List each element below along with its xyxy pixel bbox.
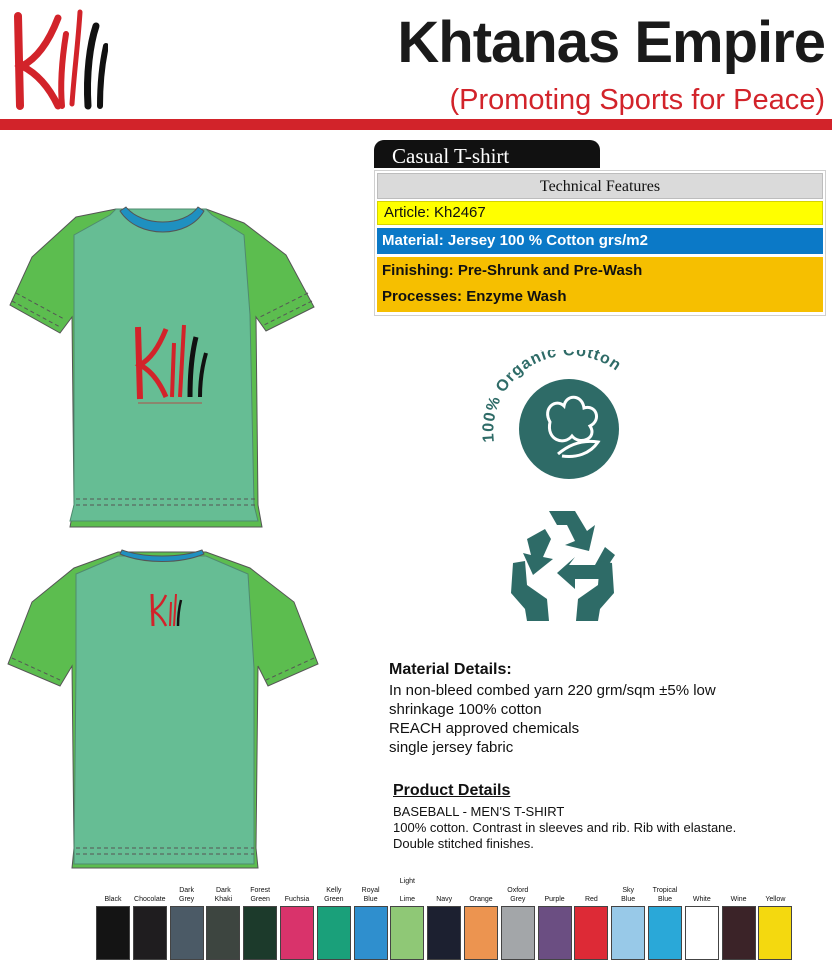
color-palette — [95, 872, 795, 960]
color-swatch-label: Wine — [730, 896, 747, 903]
color-swatch-chip[interactable] — [206, 906, 240, 960]
brand-title: Khtanas Empire — [397, 10, 825, 75]
technical-features-table — [374, 170, 826, 316]
color-swatch-label: Orange — [469, 896, 493, 903]
material-line: In non-bleed combed yarn 220 grm/sqm ±5% low — [389, 682, 716, 699]
color-swatch-chip[interactable] — [280, 906, 314, 960]
color-swatch-label: Yellow — [765, 896, 786, 903]
color-swatch-chip[interactable] — [758, 906, 792, 960]
color-swatch-label: Fuchsia — [284, 896, 310, 903]
product-line: Double stitched finishes. — [393, 836, 534, 851]
brand-logo — [8, 4, 108, 114]
color-swatch-label: Royal Blue — [361, 887, 380, 903]
color-swatch-label: Kelly Green — [324, 887, 344, 903]
color-swatch-label: Forest Green — [250, 887, 271, 903]
color-swatch-label: Chocolate — [134, 896, 166, 903]
color-swatch-label: White — [692, 896, 711, 903]
material-row: Material: Jersey 100 % Cotton grs/m2 — [377, 228, 823, 254]
color-swatch-label: Black — [104, 896, 122, 903]
color-swatch-label: Tropical Blue — [652, 887, 678, 903]
recycle-hands-icon — [505, 505, 620, 625]
product-details-list — [393, 804, 736, 852]
color-swatch[interactable] — [426, 872, 462, 960]
brand-tagline: (Promoting Sports for Peace) — [449, 84, 825, 116]
cotton-boll-icon — [519, 379, 619, 479]
material-line: REACH approved chemicals — [389, 720, 580, 737]
color-swatch-chip[interactable] — [611, 906, 645, 960]
material-details-list — [389, 681, 716, 757]
color-swatch[interactable] — [242, 872, 278, 960]
color-swatch[interactable] — [684, 872, 720, 960]
color-swatch-chip[interactable] — [390, 906, 424, 960]
material-line: single jersey fabric — [389, 739, 514, 756]
color-swatch[interactable] — [95, 872, 131, 960]
color-swatch-label: Dark Khaki — [214, 887, 233, 903]
color-swatch[interactable] — [721, 872, 757, 960]
organic-cotton-badge — [480, 350, 660, 485]
color-swatch[interactable] — [500, 872, 536, 960]
header-divider — [0, 119, 832, 130]
article-row: Article: Kh2467 — [377, 201, 823, 225]
color-swatch-chip[interactable] — [427, 906, 461, 960]
color-swatch-label: Purple — [544, 896, 565, 903]
color-swatch-chip[interactable] — [501, 906, 535, 960]
features-heading: Technical Features — [377, 173, 823, 199]
color-swatch[interactable] — [537, 872, 573, 960]
processes-text: Processes: Enzyme Wash — [382, 288, 567, 305]
color-swatch-chip[interactable] — [648, 906, 682, 960]
finishing-text: Finishing: Pre-Shrunk and Pre-Wash — [382, 262, 643, 279]
color-swatch-chip[interactable] — [243, 906, 277, 960]
color-swatch-label: Oxford Grey — [507, 887, 529, 903]
tshirt-back-illustration — [4, 548, 322, 870]
color-swatch-label: Dark Grey — [179, 887, 195, 903]
product-line: BASEBALL - MEN'S T-SHIRT — [393, 804, 565, 819]
color-swatch-chip[interactable] — [574, 906, 608, 960]
color-swatch-label: Navy — [436, 896, 453, 903]
material-line: shrinkage 100% cotton — [389, 701, 542, 718]
color-swatch-chip[interactable] — [170, 906, 204, 960]
color-swatch-chip[interactable] — [538, 906, 572, 960]
color-swatch-chip[interactable] — [317, 906, 351, 960]
color-swatch-chip[interactable] — [685, 906, 719, 960]
color-swatch-label: Red — [584, 896, 598, 903]
color-swatch[interactable] — [757, 872, 793, 960]
color-swatch[interactable] — [389, 872, 425, 960]
product-type-tab: Casual T-shirt — [374, 140, 600, 168]
color-swatch-chip[interactable] — [96, 906, 130, 960]
color-swatch-chip[interactable] — [133, 906, 167, 960]
color-swatch-label: Sky Blue — [621, 887, 636, 903]
tshirt-front-illustration — [8, 205, 318, 530]
product-details-title: Product Details — [393, 782, 511, 799]
color-swatch-chip[interactable] — [354, 906, 388, 960]
product-line: 100% cotton. Contrast in sleeves and rib. Rib with elastane. — [393, 820, 737, 835]
color-swatch[interactable] — [647, 872, 683, 960]
finishing-processes-row — [377, 257, 823, 312]
organic-cotton-text: 100% Organic Cotton — [480, 350, 625, 443]
color-swatch-chip[interactable] — [464, 906, 498, 960]
material-details-title: Material Details: — [389, 661, 512, 678]
color-swatch-chip[interactable] — [722, 906, 756, 960]
color-swatch-label: Light Lime — [399, 878, 415, 903]
